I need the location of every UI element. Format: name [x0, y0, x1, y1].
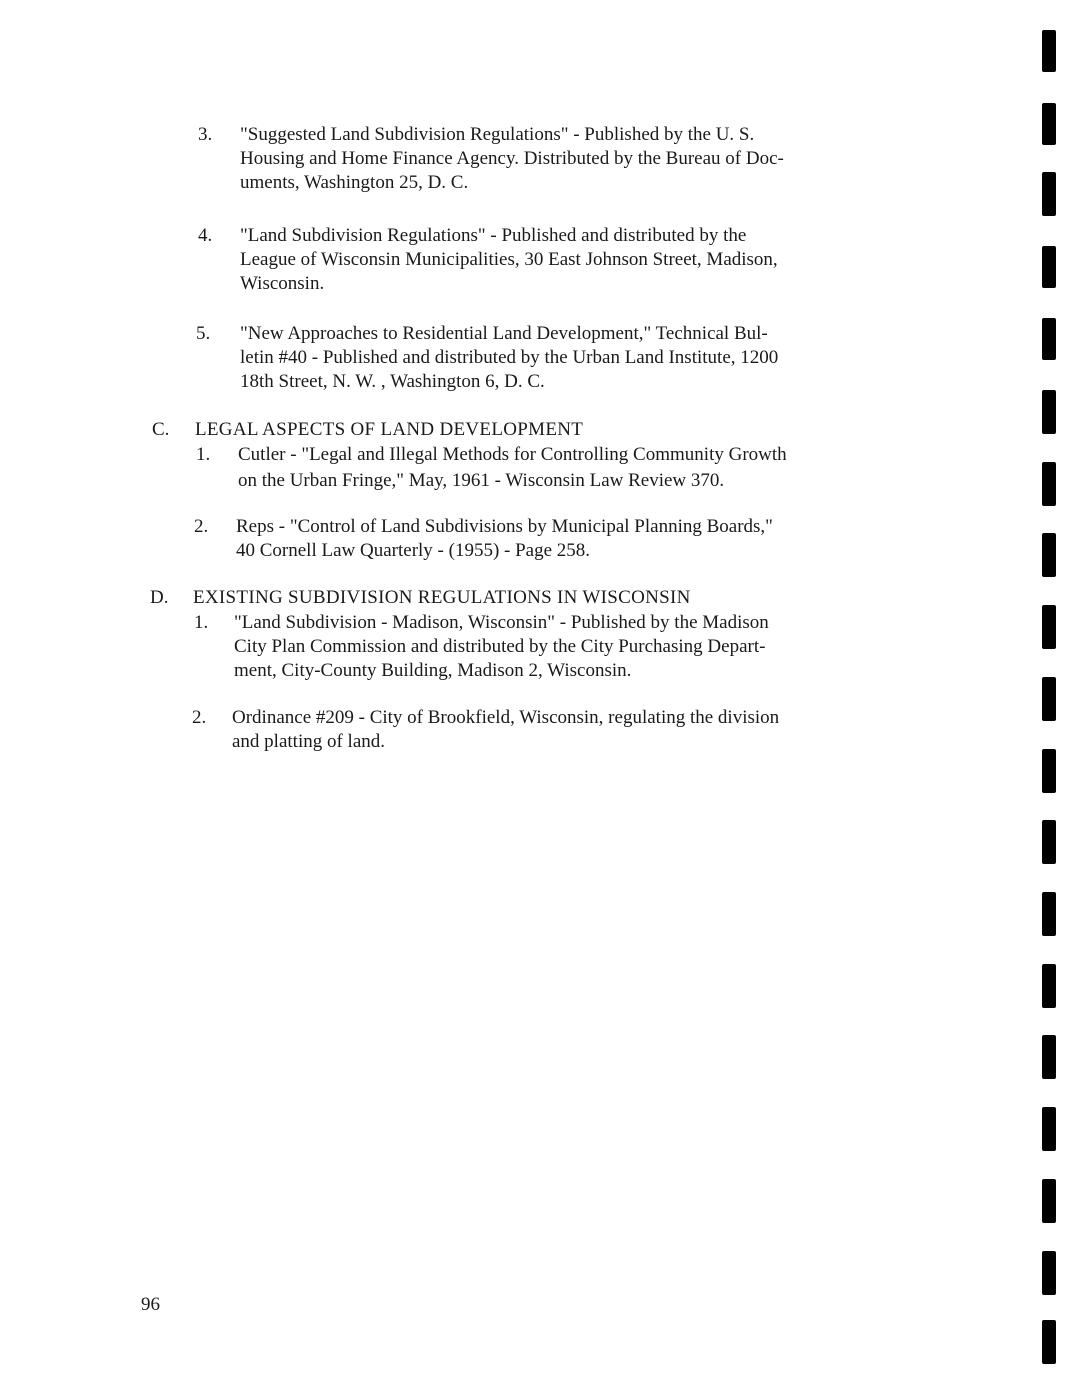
item-number: 5. — [196, 323, 211, 344]
item-line: Cutler - "Legal and Illegal Methods for Controlling Community Growth — [238, 444, 787, 465]
item-line: uments, Washington 25, D. C. — [240, 172, 469, 193]
binding-hole-mark — [1042, 749, 1056, 793]
item-text — [236, 515, 773, 563]
item-line: ment, City-County Building, Madison 2, Wisconsin. — [234, 660, 632, 681]
item-line: "New Approaches to Residential Land Development," Technical Bul- — [240, 323, 768, 344]
binding-hole-mark — [1042, 820, 1056, 864]
item-line: 18th Street, N. W. , Washington 6, D. C. — [240, 371, 545, 392]
binding-hole-mark — [1042, 605, 1056, 649]
section-letter: D. — [150, 587, 169, 608]
item-number: 2. — [192, 707, 207, 728]
item-line: "Suggested Land Subdivision Regulations" - Published by the U. S. — [240, 124, 755, 145]
item-number: 1. — [196, 444, 211, 465]
item-line: 40 Cornell Law Quarterly - (1955) - Page 258. — [236, 540, 591, 561]
item-line: "Land Subdivision - Madison, Wisconsin" - Published by the Madison — [234, 612, 769, 633]
binding-hole-mark — [1042, 103, 1056, 145]
binding-hole-mark — [1042, 1320, 1056, 1364]
binding-hole-mark — [1042, 246, 1056, 288]
binding-hole-mark — [1042, 1035, 1056, 1079]
item-text — [234, 611, 769, 683]
binding-hole-mark — [1042, 172, 1056, 216]
item-line: on the Urban Fringe," May, 1961 - Wisconsin Law Review 370. — [238, 470, 725, 491]
item-line: "Land Subdivision Regulations" - Published and distributed by the — [240, 225, 747, 246]
item-text — [240, 224, 778, 296]
binding-hole-mark — [1042, 892, 1056, 936]
binding-hole-mark — [1042, 1179, 1056, 1223]
item-number: 4. — [198, 225, 213, 246]
item-number: 3. — [198, 124, 213, 145]
binding-hole-mark — [1042, 462, 1056, 506]
item-text — [240, 322, 778, 394]
section-title: LEGAL ASPECTS OF LAND DEVELOPMENT — [195, 419, 584, 440]
item-line: letin #40 - Published and distributed by the Urban Land Institute, 1200 — [240, 347, 779, 368]
item-number: 1. — [194, 612, 209, 633]
item-line: Reps - "Control of Land Subdivisions by Municipal Planning Boards," — [236, 516, 773, 537]
binding-hole-mark — [1042, 30, 1056, 72]
item-line: City Plan Commission and distributed by the City Purchasing Depart- — [234, 636, 766, 657]
item-line: and platting of land. — [232, 731, 386, 752]
section-letter: C. — [152, 419, 170, 440]
binding-hole-mark — [1042, 318, 1056, 360]
section-title: EXISTING SUBDIVISION REGULATIONS IN WISCONSIN — [193, 587, 691, 608]
item-number: 2. — [194, 516, 209, 537]
binding-hole-mark — [1042, 964, 1056, 1008]
item-text — [238, 443, 787, 493]
binding-hole-mark — [1042, 390, 1056, 434]
item-line: Wisconsin. — [240, 273, 325, 294]
page-number: 96 — [141, 1294, 160, 1315]
item-line: Ordinance #209 - City of Brookfield, Wisconsin, regulating the division — [232, 707, 780, 728]
item-line: Housing and Home Finance Agency. Distributed by the Bureau of Doc- — [240, 148, 784, 169]
item-text — [232, 706, 779, 754]
item-line: League of Wisconsin Municipalities, 30 East Johnson Street, Madison, — [240, 249, 778, 270]
binding-hole-mark — [1042, 533, 1056, 577]
binding-hole-mark — [1042, 1107, 1056, 1151]
binding-hole-mark — [1042, 1251, 1056, 1295]
item-text — [240, 123, 784, 195]
binding-hole-mark — [1042, 677, 1056, 721]
